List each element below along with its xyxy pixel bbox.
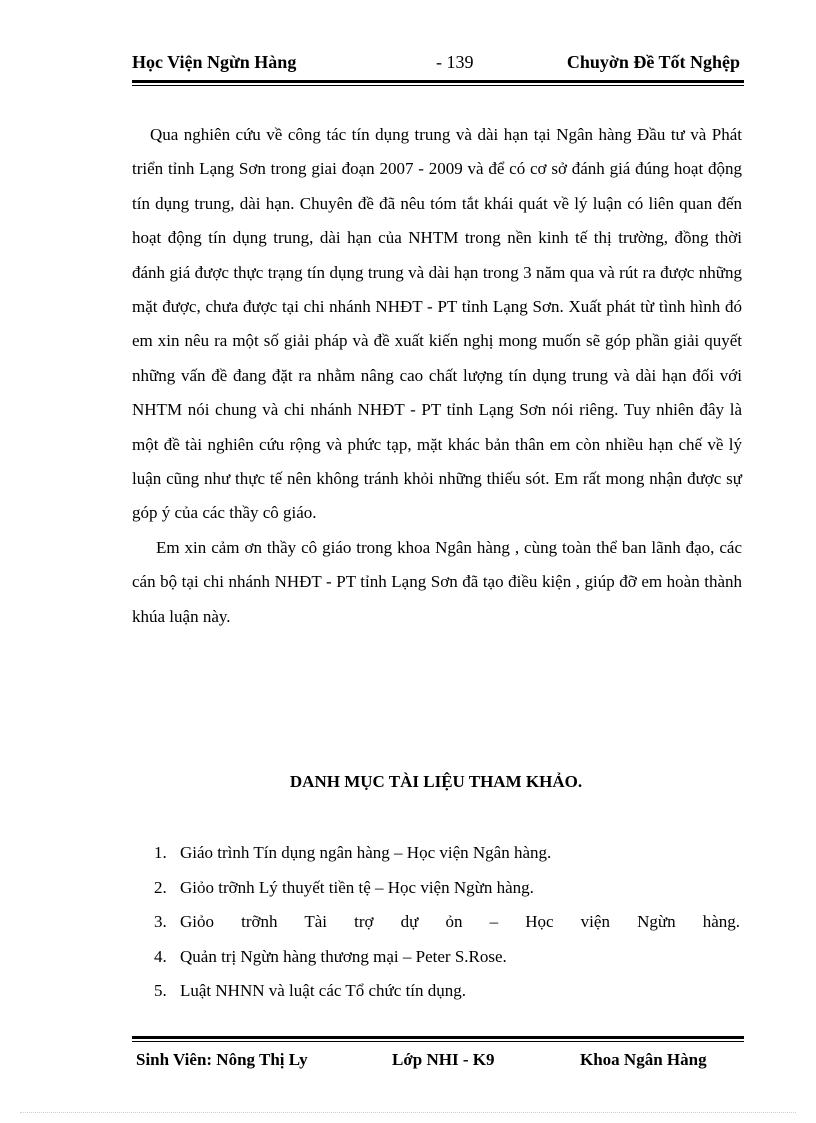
header-document-type: Chuyờn Đề Tốt Nghệp — [566, 52, 740, 72]
reference-item — [154, 873, 740, 908]
reference-number: 4. — [154, 946, 167, 966]
reference-item — [154, 907, 740, 942]
reference-text: Giỏo trỡnh Lý thuyết tiền tệ – Học viện Ngừn hàng. — [180, 877, 534, 897]
footer-faculty: Khoa Ngân Hàng — [580, 1050, 707, 1069]
reference-text: Quản trị Ngừn hàng thương mại – Peter S.Rose. — [180, 946, 507, 966]
conclusion-body — [132, 118, 742, 634]
reference-item — [154, 976, 740, 1011]
header-rule-thick — [132, 80, 744, 83]
header-rule-thin — [132, 85, 744, 86]
references-list — [154, 838, 740, 1011]
conclusion-paragraph-2: Em xin cảm ơn thầy cô giáo trong khoa Ngân hàng , cùng toàn thể ban lãnh đạo, các cán bộ tại chi nhánh NHĐT - PT tỉnh Lạng Sơn đã tạo điều kiện , giúp đỡ em hoàn thành khúa luận này. — [132, 537, 742, 626]
page-header — [132, 52, 740, 76]
reference-text: Giáo trình Tín dụng ngân hàng – Học viện Ngân hàng. — [180, 843, 552, 862]
footer-rule-thin — [132, 1041, 744, 1042]
footer-student: Sinh Viên: Nông Thị Ly — [136, 1050, 308, 1069]
footer-class: Lớp NHI - K9 — [392, 1050, 495, 1069]
page-number: - 139 — [436, 52, 474, 72]
reference-text: Giỏo trỡnh Tài trợ dự ỏn – Học viện Ngừn hàng. — [180, 912, 740, 931]
reference-text: Luật NHNN và luật các Tổ chức tín dụng. — [180, 981, 467, 1000]
reference-number: 5. — [154, 981, 167, 1000]
header-institution: Học Viện Ngừn Hàng — [132, 52, 297, 72]
page-footer — [136, 1050, 740, 1074]
reference-item — [154, 942, 740, 977]
reference-item — [154, 838, 740, 873]
footer-rule-thick — [132, 1036, 744, 1039]
references-title: DANH MỤC TÀI LIỆU THAM KHẢO. — [289, 772, 583, 791]
bottom-dotted-line — [20, 1112, 796, 1113]
conclusion-paragraph-1: Qua nghiên cứu về công tác tín dụng trung và dài hạn tại Ngân hàng Đầu tư và Phát triển tỉnh Lạng Sơn trong giai đoạn 2007 - 2009 và để có cơ sở đánh giá đúng hoạt động tín dụng trung, dài hạn. Chuyên đề đã nêu tóm tắt khái quát về lý luận có liên quan đến hoạt động tín dụng trung, dài hạn của NHTM trong nền kinh tế thị trường, đồng thời đánh giá được thực trạng tín dụng trung và dài hạn trong 3 năm qua và rút ra được những mặt được, chưa được tại chi nhánh NHĐT - PT tỉnh Lạng Sơn. Xuất phát từ tình hình đó em xin nêu ra một số giải pháp và đề xuất kiến nghị mong muốn sẽ góp phần giải quyết những vấn đề đang đặt ra nhằm nâng cao chất lượng tín dụng trung và dài hạn đối với NHTM nói chung và chi nhánh NHĐT - PT tỉnh Lạng Sơn nói riêng. Tuy nhiên đây là một đề tài nghiên cứu rộng và phức tạp, mặt khác bản thân em còn nhiều hạn chế về lý luận cũng như thực tế nên không tránh khỏi những thiếu sót. Em rất mong nhận được sự góp ý của các thầy cô giáo. — [132, 125, 742, 523]
reference-number: 3. — [154, 912, 167, 931]
reference-number: 2. — [154, 877, 167, 897]
reference-number: 1. — [154, 843, 167, 862]
